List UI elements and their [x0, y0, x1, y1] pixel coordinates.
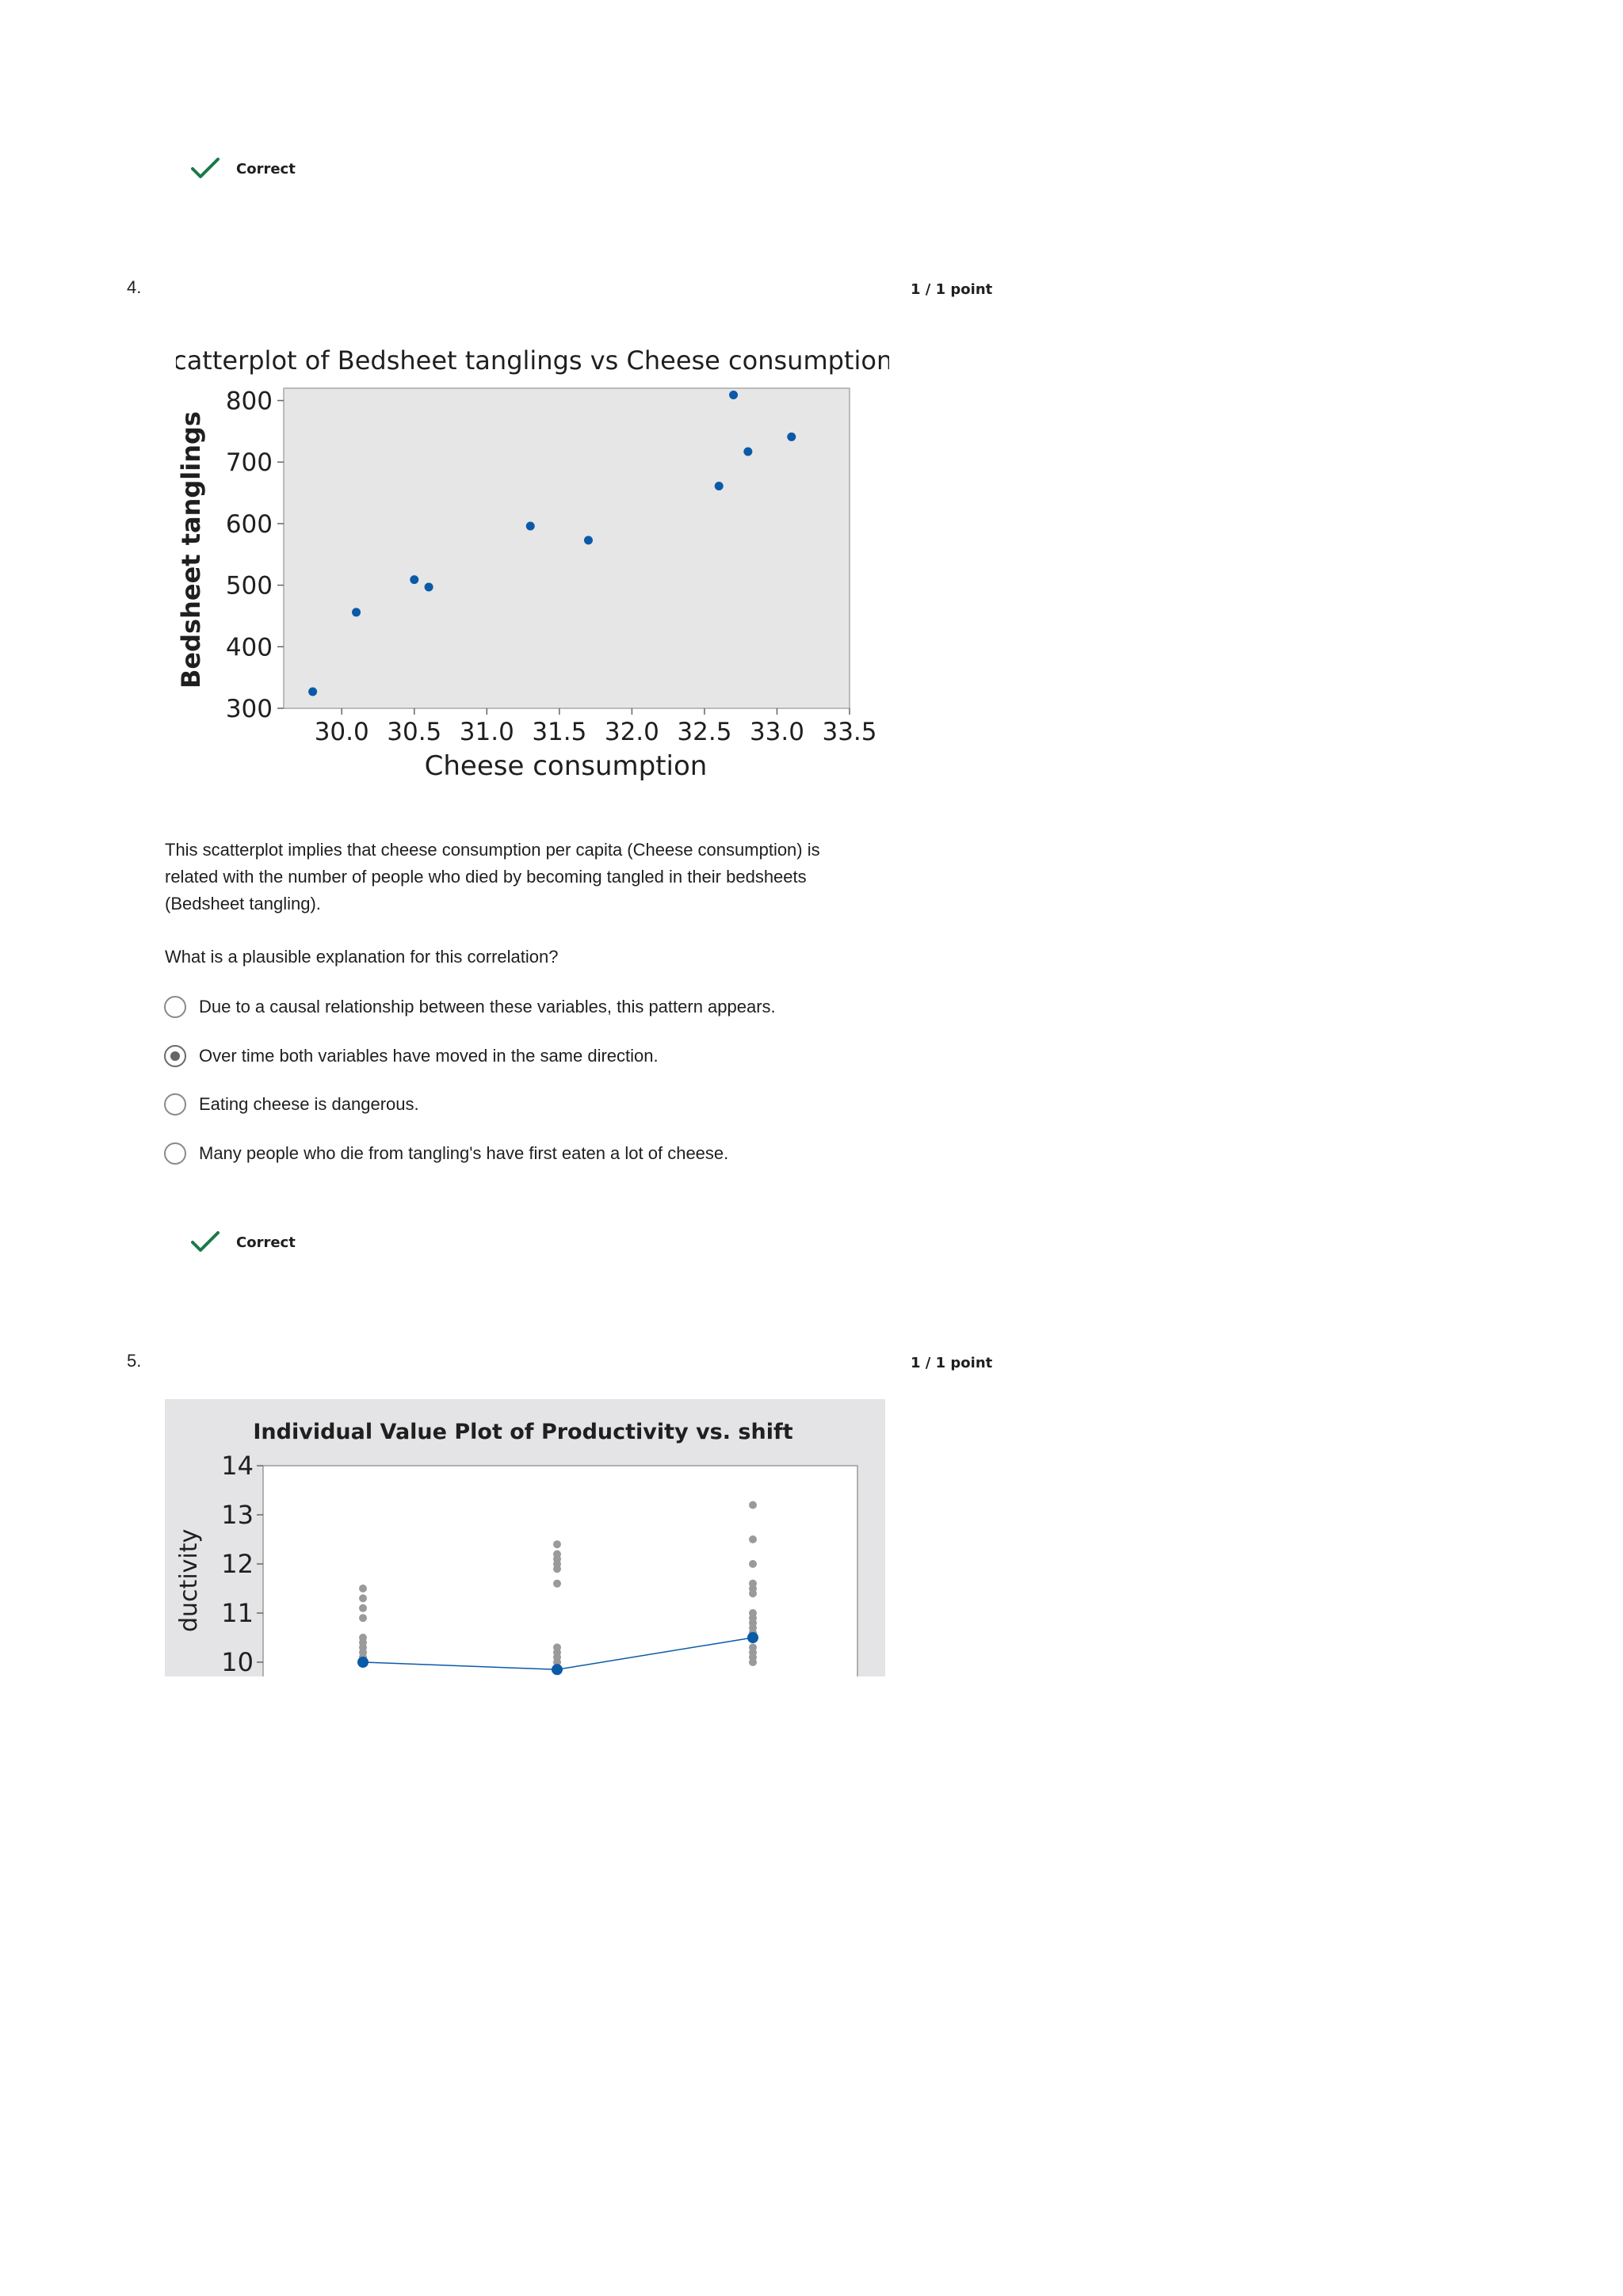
- y-axis-label: Bedsheet tanglings: [176, 411, 206, 688]
- radio-button-selected[interactable]: [164, 1045, 186, 1067]
- y-tick-label: 11: [221, 1598, 254, 1628]
- data-point: [749, 1535, 757, 1543]
- data-point: [359, 1594, 367, 1602]
- question-number: 5.: [127, 1351, 142, 1371]
- data-point: [553, 1565, 561, 1573]
- data-point: [359, 1614, 367, 1622]
- data-point: [584, 536, 593, 544]
- data-point: [352, 608, 361, 616]
- x-tick-label: 33.0: [749, 718, 804, 746]
- answer-option-3[interactable]: [164, 1093, 419, 1116]
- data-point: [359, 1604, 367, 1612]
- mean-point: [552, 1664, 563, 1675]
- x-tick-label: 32.5: [677, 718, 732, 746]
- y-tick-label: 14: [221, 1451, 254, 1481]
- question-text: What is a plausible explanation for this correlation?: [165, 947, 559, 967]
- prompt-line: related with the number of people who died by becoming tangled in their bedsheets: [165, 867, 807, 887]
- question-number: 4.: [127, 277, 142, 297]
- mean-point: [357, 1657, 369, 1668]
- option-label: Due to a causal relationship between these variables, this pattern appears.: [199, 997, 776, 1016]
- answer-option-4[interactable]: [164, 1142, 728, 1165]
- data-point: [425, 582, 433, 591]
- individual-value-plot-svg: [165, 1399, 885, 1676]
- data-point: [749, 1589, 757, 1597]
- x-axis-label: Cheese consumption: [424, 750, 708, 782]
- y-tick-label: 13: [221, 1500, 254, 1530]
- x-tick-label: 31.5: [532, 718, 587, 746]
- data-point: [743, 448, 752, 456]
- feedback-label: Correct: [236, 1234, 296, 1251]
- question-points: 1 / 1 point: [911, 1355, 993, 1371]
- y-tick-label: 10: [221, 1647, 254, 1676]
- mean-point: [747, 1632, 758, 1643]
- question-prompt: [165, 837, 878, 917]
- individual-value-plot: [165, 1399, 885, 1676]
- prompt-line: This scatterplot implies that cheese consumption per capita (Cheese consumption) is: [165, 840, 820, 860]
- data-point: [787, 433, 796, 441]
- y-tick-label: 12: [221, 1549, 254, 1579]
- data-point: [526, 522, 535, 531]
- feedback-correct-q4: [190, 1230, 296, 1254]
- x-tick-label: 30.0: [314, 718, 369, 746]
- prompt-line: (Bedsheet tangling).: [165, 894, 321, 913]
- answer-option-2[interactable]: [164, 1045, 659, 1067]
- x-tick-label: 32.0: [604, 718, 659, 746]
- data-point: [553, 1580, 561, 1588]
- plot-area: [284, 388, 850, 708]
- radio-button[interactable]: [164, 1093, 186, 1116]
- data-point: [729, 391, 738, 399]
- answer-option-1[interactable]: [164, 996, 776, 1018]
- question-points: 1 / 1 point: [911, 281, 993, 298]
- chart-title: Scatterplot of Bedsheet tanglings vs Cheese consumption: [176, 345, 889, 376]
- data-point: [749, 1501, 757, 1509]
- radio-button[interactable]: [164, 996, 186, 1018]
- data-point: [359, 1585, 367, 1592]
- scatterplot-svg: [176, 336, 889, 795]
- option-label: Eating cheese is dangerous.: [199, 1094, 419, 1114]
- y-tick-label: 600: [225, 509, 273, 539]
- data-point: [410, 575, 418, 584]
- data-point: [553, 1540, 561, 1548]
- y-tick-label: 300: [225, 695, 273, 723]
- data-point: [749, 1560, 757, 1568]
- y-axis-label: ductivity: [175, 1528, 203, 1632]
- data-point: [749, 1658, 757, 1666]
- option-label: Over time both variables have moved in the same direction.: [199, 1046, 659, 1066]
- option-label: Many people who die from tangling's have first eaten a lot of cheese.: [199, 1143, 729, 1163]
- y-tick-label: 800: [225, 387, 273, 416]
- data-point: [715, 482, 724, 490]
- y-tick-label: 500: [225, 571, 273, 601]
- y-tick-label: 700: [225, 448, 273, 478]
- x-tick-label: 30.5: [387, 718, 442, 746]
- checkmark-icon: [190, 157, 220, 181]
- radio-button[interactable]: [164, 1142, 186, 1165]
- chart-title: Individual Value Plot of Productivity vs. shift: [253, 1420, 793, 1444]
- scatterplot-figure: [176, 336, 889, 795]
- feedback-label: Correct: [236, 160, 296, 177]
- x-tick-label: 33.5: [822, 718, 877, 746]
- feedback-correct-top: [190, 157, 296, 181]
- y-tick-label: 400: [225, 633, 273, 662]
- x-tick-label: 31.0: [459, 718, 514, 746]
- checkmark-icon: [190, 1230, 220, 1254]
- data-point: [308, 688, 317, 696]
